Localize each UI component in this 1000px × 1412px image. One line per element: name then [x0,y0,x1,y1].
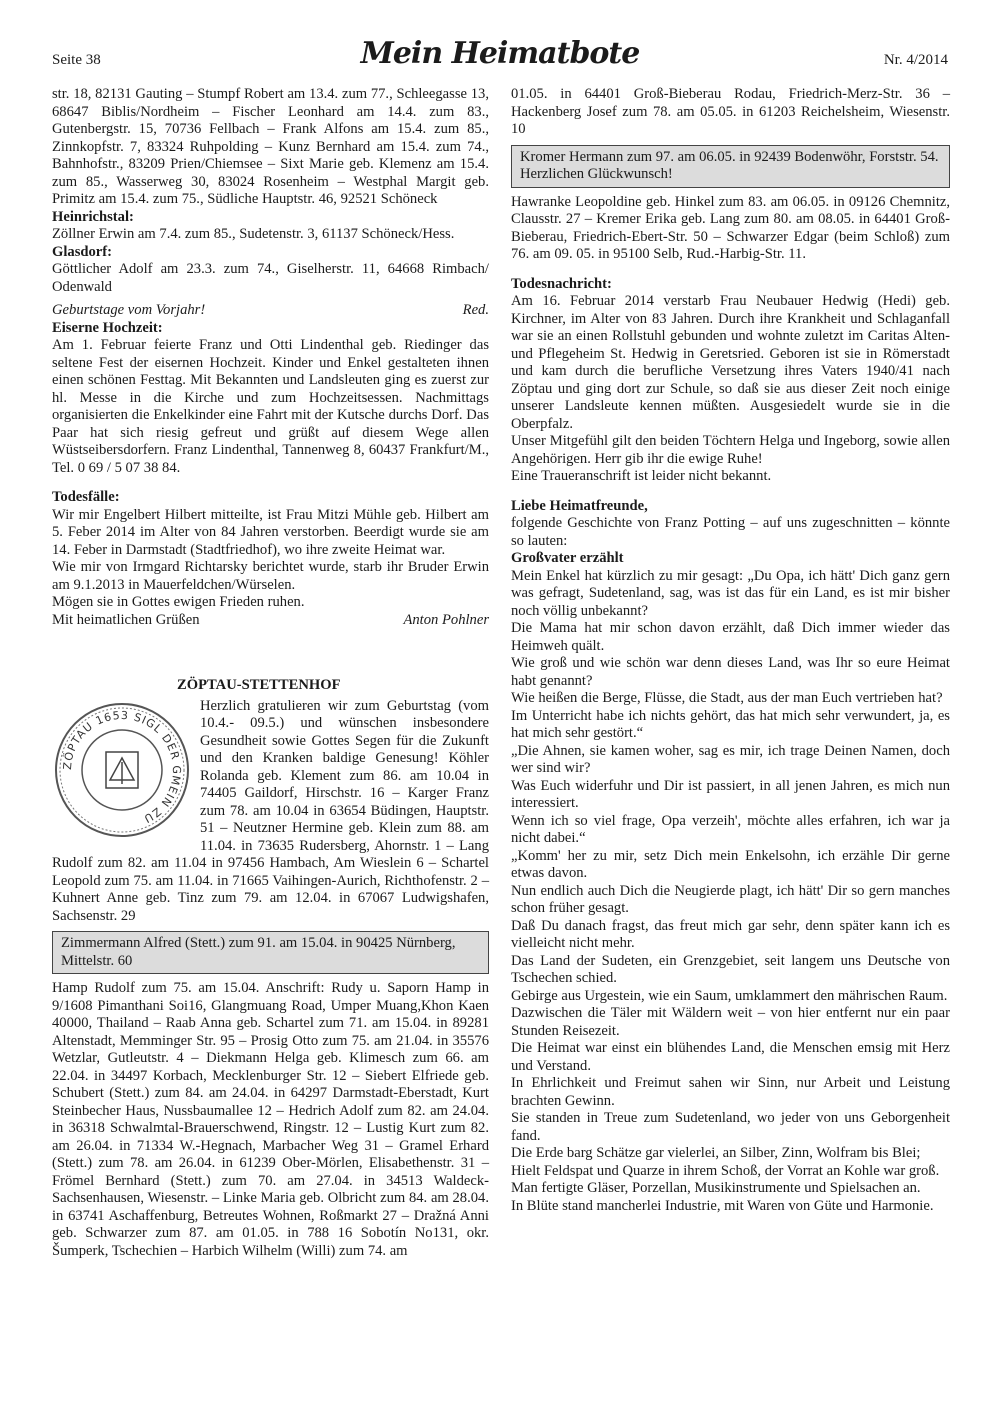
story-line: Wenn ich so viel frage, Opa verzeih', möchte alles erfahren, ich war ja nicht dabei.“ [511,812,950,846]
todesfaelle-heading: Todesfälle: [52,489,120,505]
right-column [511,86,950,1215]
story-body [511,568,950,1216]
editor-note: Red. [462,302,489,318]
story-heading: Großvater erzählt [511,550,624,566]
heinrichstal-heading: Heinrichstal: [52,208,134,225]
story-line: Die Mama hat mir schon davon erzählt, daß Dich immer wieder das Heimweh quält. [511,620,950,654]
story-line: Man fertigte Gläser, Porzellan, Musikinstrumente und Spielsachen an. [511,1180,921,1196]
todesfaelle-text-1: Wir mir Engelbert Hilbert mitteilte, ist Frau Mitzi Mühle geb. Hilbert am 5. Feber 2014 im Alter von 84 Jahren verstorben. Beerdigt wurde sie am 14. Feber in Darmstadt (Stadtfriedhof), wo ihre zweite Heimat war. [52,506,489,558]
glasdorf-text: Göttlicher Adolf am 23.3. zum 74., Giselherstr. 11, 64668 Rimbach/ Odenwald [52,261,489,295]
left-column [52,86,489,1260]
liebe-heading: Liebe Heimatfreunde, [511,497,648,514]
story-line: Hielt Feldspat und Quarze in ihrem Schoß, der Vorrat an Kohle war groß. [511,1162,940,1179]
greeting-row [52,612,489,630]
story-line: Sie standen in Treue zum Sudetenland, wo jeder von uns Geborgenheit fand. [511,1110,950,1144]
story-line: „Die Ahnen, sie kamen woher, sag es mir, ich trage Deinen Namen, doch wer sind wir? [511,742,950,776]
story-line: Im Unterricht habe ich nichts gehört, das hat mich sehr verwundert, ja, es hat mich sehr gestört.“ [511,707,950,741]
story-line: In Ehrlichkeit und Freimut sahen wir Sinn, nur Arbeit und Leistung brachten Gewinn. [511,1075,950,1109]
story-line: Dazwischen die Täler mit Wäldern weit – von hier entfernt nur ein paar Stunden Reisezeit. [511,1005,950,1039]
story-line: Daß Du danach fragst, das freut mich gar sehr, denn später kann ich es vielleicht nicht mehr. [511,917,950,951]
birthday-list-after-box: Hamp Rudolf zum 75. am 15.04. Anschrift: Rudy u. Saporn Hamp in 9/1608 Pimanthani Soi16, Glangmuang Road, Umper Muang,Khon Kaen 40000, Thailand – Raab Anna geb. Schartel zum 71. am 15.04. in 89281 Altenstadt, Memminger Str. 95 – Prosig Otto zum 75. am 21.04. in 35576 Wetzlar, Gutleutstr. 4 – Diekmann Helga geb. Klimesch zum 66. am 22.04. in 34497 Korbach, Mecklenburger Str. 12 – Siebert Elfriede geb. Schubert (Stett.) zum 84. am 24.04. in 64297 Darmstadt-Eberstadt, Kurt Steinbecher Haus, Nussbaumallee 12 – Hedrich Adolf zum 82. am 24.04. in 36318 Schwalmtal-Brauerschwend, Ringstr. 12 – Lustig Kurt zum 82. am 26.04. in 71334 W.-Hegnach, Marbacher Weg 31 – Gramel Erhard (Stett.) zum 78. am 26.04. in 61239 Ober-Mörlen, Elisabethenstr. 31 – Frömel Bernhard (Stett.) zum 70. am 27.04. in 34513 Waldeck-Sachsenhausen, Wiesenstr. – Linke Maria geb. Olbricht zum 84. am 28.04. in 63741 Aschaffenburg, Betreutes Wohnen, Roßmarkt 27 – Dražná Anni geb. Schwarzer zum 87. am 01.05. in 788 16 Sobotín No131, okr. Šumperk, Tschechien – Harbich Wilhelm (Willi) zum 74. am [52,980,489,1259]
story-line: Wie groß und wie schön war denn dieses Land, was Ihr so eure Heimat habt genannt? [511,655,950,689]
eiserne-hochzeit-text: Am 1. Februar feierte Franz und Otti Lindenthal geb. Riedinger das seltene Fest der eisernen Hochzeit. Kinder und Enkel gestalteten ihnen einen schönen Festtag. Mit Bekannten und Landsleuten ging es zuerst zur hl. Messe in die Kirche und zum Hochzeitsessen. Nachmittags organisierten die Enkelkinder eine Fahrt mit der Kutsche durchs Dorf. Das Paar hat sich riesig gefreut und grüßt auf diesem Wege allen Wüstseibersdorfern. Franz Lindenthal, Tannenweg 8, 60437 Frankfurt/M., Tel. 0 69 / 5 07 38 84. [52,337,489,476]
todesnachricht-heading: Todesnachricht: [511,275,612,292]
section-title: ZÖPTAU-STETTENHOF [177,677,341,693]
birthday-list-continued: str. 18, 82131 Gauting – Stumpf Robert am 13.4. zum 77., Schleegasse 13, 68647 Biblis/Nordheim – Fischer Leonhard am 14.4. zum 83., Gutenbergstr. 15, 70736 Fellbach – Frank Alfons am 15.4. zum 85., Zinnkopfstr. 7, 83324 Ruhpolding – Kunz Bernhard am 15.4. zum 74., Bahnhofstr., 83209 Prien/Chiemsee – Sixt Marie geb. Klemenz am 15.4. zum 85., Wasserweg 30, 83024 Rosenheim – Westphal Margit geb. Primitz am 15.4. zum 75., Südliche Hauptstr. 46, 92521 Schöneck [52,86,489,207]
todesnachricht-text-3: Eine Traueranschrift ist leider nicht bekannt. [511,468,772,484]
birthday-list-after-box-right: Hawranke Leopoldine geb. Hinkel zum 83. am 06.05. in 09126 Chemnitz, Clausstr. 27 – Kremer Erika geb. Lang zum 80. am 08.05. in 64401 Groß-Bieberau, Friedrich-Ebert-Str. 50 – Schwarzer Edgar (beim Schloß) zum 76. am 09. 05. in 95100 Selb, Rud.-Harbig-Str. 11. [511,193,950,262]
section-text: Herzlich gratulieren wir zum Geburtstag (vom 10.4.- 09.5.) und wünschen insbesondere Gesundheit sowie Gottes Segen für die Zukunft und den Kranken baldige Genesung! Köhler Rolanda geb. Klement zum 86. am 10.04 in 74405 Gaildorf, Hirschstr. 16 – Karger Franz zum 78. am 10.04 in 63654 Büdingen, Hauptstr. 51 – Neutzner Hermine geb. Klein zum 88. am 11.04. in 73635 Rudersberg, Ahornstr. 1 – Lang Rudolf zum 82. am 11.04 in 97456 Hambach, Am Wieslein 6 – Schartel Leopold zum 75. am 11.04. in 71665 Vaihingen-Aurich, Richthofenstr. 2 – Kuhnert Anne geb. Tinz zum 79. am 12.04. in 67067 Ludwigshafen, Sachsenstr. 29 [52,697,489,924]
story-line: Mein Enkel hat kürzlich zu mir gesagt: „Du Opa, ich hätt' Dich ganz gern was gefragt, Sudetenland, sag, was ist das für ein Land, es ist mir bisher noch völlig unbekannt? [511,567,950,619]
prev-year-note: Geburtstage vom Vorjahr! [52,302,206,318]
signature: Anton Pohlner [403,611,489,628]
story-line: Was Euch widerfuhr und Dir ist passiert, in all jenen Jahren, es mich nun interessiert. [511,777,950,811]
glasdorf-heading: Glasdorf: [52,243,112,260]
todesfaelle-text-2: Wie mir von Irmgard Richtarsky berichtet wurde, starb ihr Bruder Erwin am 9.1.2013 in Mauerfeldchen/Würselen. [52,559,489,593]
highlight-box-right [511,145,950,188]
masthead-title: Mein Heimatbote [360,36,640,71]
story-line: Nun endlich auch Dich die Neugierde plagt, ich hätt' Dir so gern manches schon früher gesagt. [511,882,950,916]
page-header [52,36,948,82]
todesnachricht-text-2: Unser Mitgefühl gilt den beiden Töchtern Helga und Ingeborg, sowie allen Angehörigen. Herr gib ihr die ewige Ruhe! [511,433,950,467]
todesnachricht-text: Am 16. Februar 2014 verstarb Frau Neubauer Hedwig (Hedi) geb. Kirchner, im Alter von 83 Jahren. Durch ihre Krankheit und Schlaganfall war sie an einen Rollstuhl gebunden und wohnte zuletzt im Caritas Alten- und Pflegeheim St. Hedwig in Geretsried. Geboren ist sie in Römerstadt und kam durch die berufliche Versetzung ihres Vaters 1940/41 nach Zöptau und ging dort zur Schule, so daß sie aus dieser Zeit noch einige unserer Landsleute kennen müßten. Ausgesiedelt wurde sie in die Oberpfalz. [511,293,950,432]
section-body [52,698,489,926]
story-line: Wie heißen die Berge, Flüsse, die Stadt, aus der man Euch vertrieben hat? [511,690,943,706]
highlight-box-right-text: Kromer Hermann zum 97. am 06.05. in 92439 Bodenwöhr, Forststr. 54. Herzlichen Glückwunsch! [520,148,939,182]
highlight-box-left-text: Zimmermann Alfred (Stett.) zum 91. am 15.04. in 90425 Nürnberg, Mittelstr. 60 [61,935,456,969]
highlight-box-left [52,931,489,974]
birthday-list-continued-right: 01.05. in 64401 Groß-Bieberau Rodau, Friedrich-Merz-Str. 36 – Hackenberg Josef zum 78. am 05.05. in 61203 Reichelsheim, Wiesenstr. 10 [511,86,950,137]
story-line: In Blüte stand mancherlei Industrie, mit Waren von Güte und Harmonie. [511,1197,934,1214]
liebe-text: folgende Geschichte von Franz Potting – auf uns zugeschnitten – könnte so lauten: [511,515,950,549]
story-line: Gebirge aus Urgestein, wie ein Saum, umklammert den mährischen Raum. [511,987,948,1004]
todesfaelle-text-3: Mögen sie in Gottes ewigen Frieden ruhen. [52,594,305,610]
page-number: Seite 38 [52,52,101,68]
seal-lettering: ZÖPTAU 1653 SIGL DER GMEIN ZU [60,708,184,826]
issue-number: Nr. 4/2014 [883,52,948,68]
greeting: Mit heimatlichen Grüßen [52,611,200,628]
story-line: „Komm' her zu mir, setz Dich mein Enkelsohn, ich erzähle Dir gerne etwas davon. [511,847,950,881]
prev-year-row [52,302,489,320]
story-line: Das Land der Sudeten, ein Grenzgebiet, seit langem uns Deutsche von Tschechen schied. [511,952,950,986]
story-line: Die Heimat war einst ein blühendes Land, die Menschen emsig mit Herz und Verstand. [511,1040,950,1074]
heinrichstal-text: Zöllner Erwin am 7.4. zum 85., Sudetenstr. 3, 61137 Schöneck/Hess. [52,226,455,242]
eiserne-hochzeit-heading: Eiserne Hochzeit: [52,319,163,336]
story-line: Die Erde barg Schätze gar vielerlei, an Silber, Zinn, Wolfram bis Blei; [511,1145,921,1161]
town-seal-icon [52,700,192,840]
